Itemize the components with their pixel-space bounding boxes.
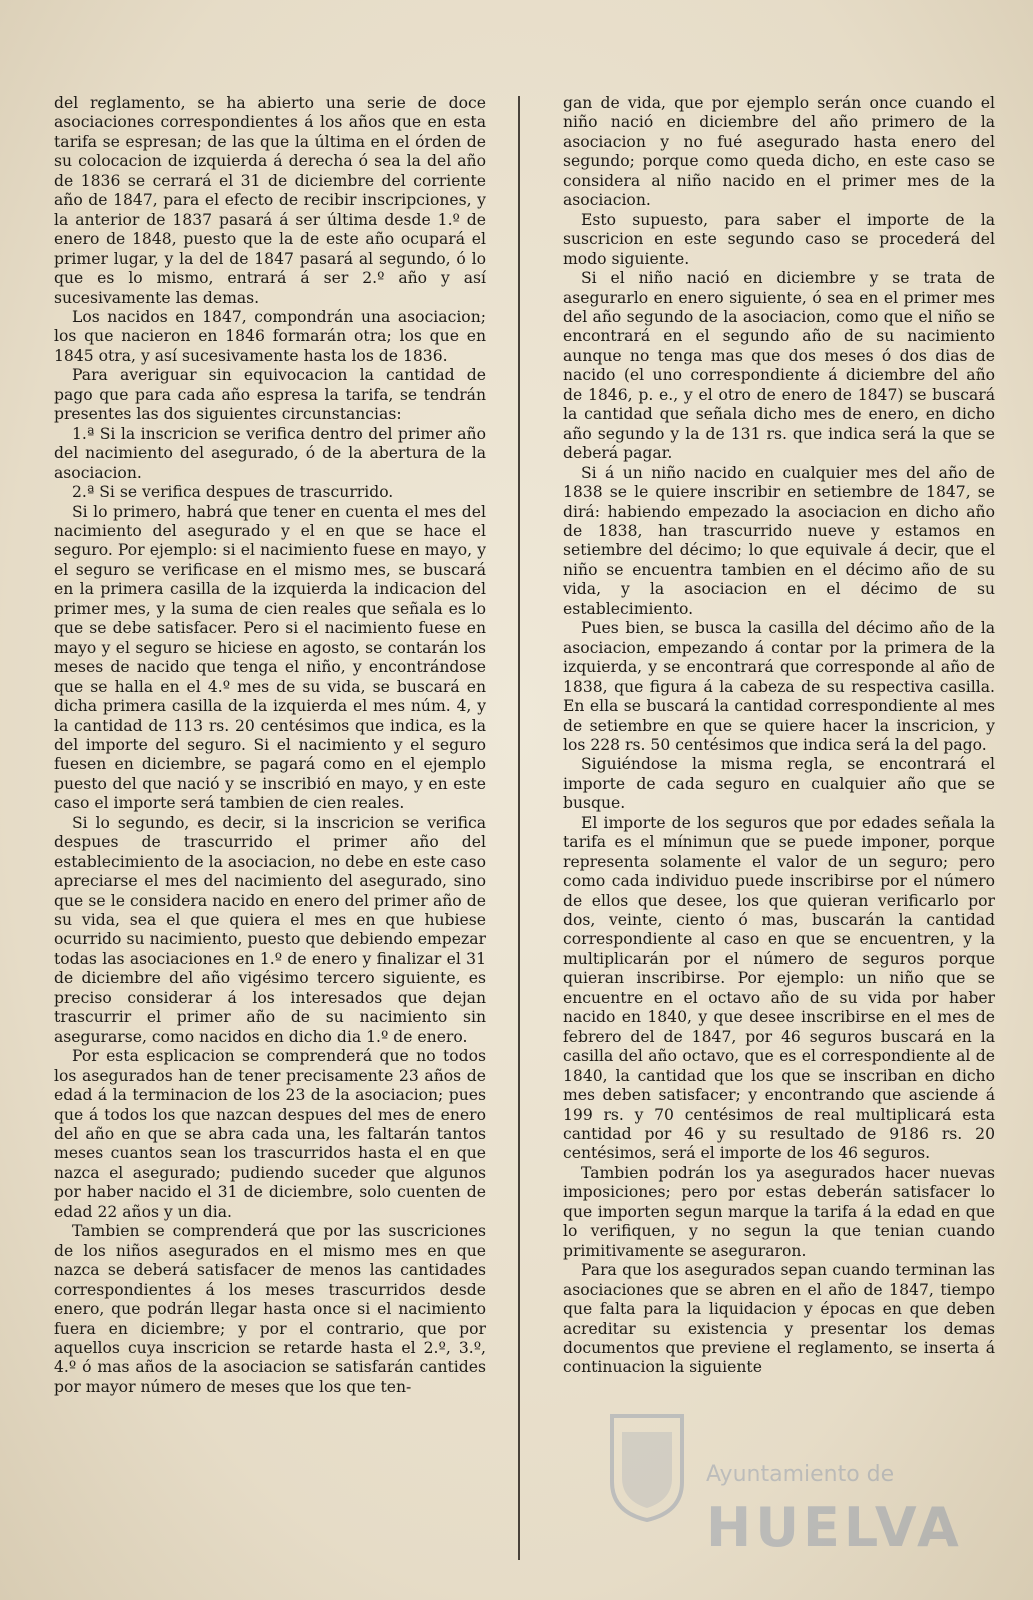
watermark-big-text: HUELVA: [706, 1496, 963, 1559]
paragraph: Pues bien, se busca la casilla del décimo año de la asociacion, empezando á contar por la primera de la izquierda, y se encontrará que corresponde al año de 1838, que figura á la cabeza de su respectiva casilla. En ella se buscará la cantidad correspondiente al mes de setiembre en que se quiere hacer la inscricion, y los 228 rs. 50 centésimos que indica será la del pago.: [563, 619, 995, 754]
column-divider: [518, 96, 520, 1560]
paragraph: Para que los asegurados sepan cuando terminan las asociaciones que se abren en el año de 1847, tiempo que falta para la liquidacion y épocas en que deben acreditar su existencia y presentar los demas documentos que previene el reglamento, se inserta á continuacion la siguiente: [563, 1261, 995, 1377]
paragraph: Por esta esplicacion se comprenderá que no todos los asegurados han de tener precisamente 23 años de edad á la terminacion de los 23 de la asociacion; pues que á todos los que nazcan despues del mes de enero del año en que se abra cada una, les faltarán tantos meses cuantos sean los trascurridos hasta el en que nazca el asegurado; pudiendo suceder que algunos por haber nacido el 31 de diciembre, solo cuenten de edad 22 años y un dia.: [54, 1047, 486, 1221]
left-column: [54, 94, 486, 1397]
paragraph: Tambien podrán los ya asegurados hacer nuevas imposiciones; pero por estas deberán satisfacer lo que importen segun marque la tarifa á la edad en que lo verifiquen, y no segun la que tenian cuando primitivamente se aseguraron.: [563, 1163, 995, 1260]
paragraph: Si el niño nació en diciembre y se trata de asegurarlo en enero siguiente, ó sea en el primer mes del año segundo de la asociacion, como que el niño se encontrará en el segundo año de su nacimiento aunque no tenga mas que dos meses ó dos dias de nacido (el uno correspondiente á diciembre del año de 1846, p. e., y el otro de enero de 1847) se buscará la cantidad que señala dicho mes de enero, en dicho año segundo y la de 131 rs. que indica será la que se deberá pagar.: [563, 269, 995, 463]
archive-watermark: [594, 1392, 963, 1564]
paragraph: Para averiguar sin equivocacion la cantidad de pago que para cada año espresa la tarifa, se tendrán presentes las dos siguientes circunstancias:: [54, 366, 486, 424]
paragraph: Esto supuesto, para saber el importe de la suscricion en este segundo caso se procederá del modo siguiente.: [563, 210, 995, 268]
paragraph: El importe de los seguros que por edades señala la tarifa es el mínimun que se puede imponer, porque representa solamente el valor de un seguro; pero como cada individuo puede inscribirse por el número de ellos que desee, los que quieran verificarlo por dos, veinte, ciento ó mas, buscarán la cantidad correspondiente al caso en que se encuentren, y la multiplicarán por el número de seguros porque quieran inscribirse. Por ejemplo: un niño que se encuentre en el octavo año de su vida por haber nacido en 1840, y que desee inscribirse en el mes de febrero del de 1847, por 46 seguros buscará en la casilla del año octavo, que es el correspondiente al de 1840, la cantidad que los que se inscriban en dicho mes deben satisfacer; y encontrando que asciende á 199 rs. y 70 centésimos de real multiplicará esta cantidad por 46 y su resultado de 9186 rs. 20 centésimos, será el importe de los 46 seguros.: [563, 813, 995, 1163]
right-column: [563, 94, 995, 1378]
paragraph: Si á un niño nacido en cualquier mes del año de 1838 se le quiere inscribir en setiembre de 1847, se dirá: habiendo empezado la asociacion en dicho año de 1838, han trascurrido nueve y estamos en setiembre del décimo; lo que equivale á decir, que el niño se encuentra tambien en el décimo año de su vida, y la asociacion en el décimo de su establecimiento.: [563, 463, 995, 618]
paragraph: Los nacidos en 1847, compondrán una asociacion; los que nacieron en 1846 formarán otra; los que en 1845 otra, y así sucesivamente hasta los de 1836.: [54, 307, 486, 365]
shield-icon: [608, 1412, 686, 1524]
watermark-small-text: Ayuntamiento de: [706, 1462, 895, 1487]
paragraph: Si lo primero, habrá que tener en cuenta el mes del nacimiento del asegurado y el en que se hace el seguro. Por ejemplo: si el nacimiento fuese en mayo, y el seguro se verificase en el mismo mes, se buscará en la primera casilla de la izquierda la indicacion del primer mes, y la suma de cien reales que señala es lo que se debe satisfacer. Pero si el nacimiento fuese en mayo y el seguro se hiciese en agosto, se contarán los meses de nacido que tenga el niño, y encontrándose que se halla en el 4.º mes de su vida, se buscará en dicha primera casilla de la izquierda el mes núm. 4, y la cantidad de 113 rs. 20 centésimos que indica, es la del importe del seguro. Si el nacimiento y el seguro fuesen en diciembre, se pagará como en el ejemplo puesto del que nació y se inscribió en mayo, y en este caso el importe será tambien de cien reales.: [54, 502, 486, 813]
paragraph: del reglamento, se ha abierto una serie de doce asociaciones correspondientes á los años que en esta tarifa se espresan; de las que la última en el órden de su colocacion de izquierda á derecha ó sea la del año de 1836 se cerrará el 31 de diciembre del corriente año de 1847, para el efecto de recibir inscripciones, y la anterior de 1837 pasará á ser última desde 1.º de enero de 1848, puesto que la de este año ocupará el primer lugar, y la del de 1847 pasará al segundo, ó lo que es lo mismo, entrará á ser 2.º año y así sucesivamente las demas.: [54, 94, 486, 307]
paragraph: 2.ª Si se verifica despues de trascurrido.: [72, 483, 394, 502]
paragraph: Si lo segundo, es decir, si la inscricion se verifica despues de trascurrido el primer año del establecimiento de la asociacion, no debe en este caso apreciarse el mes del nacimiento del asegurado, sino que se le considera nacido en enero del primer año de su vida, sea el que quiera el mes en que hubiese ocurrido su nacimiento, puesto que debiendo empezar todas las asociaciones en 1.º de enero y finalizar el 31 de diciembre del año vigésimo tercero siguiente, es preciso considerar á los interesados que dejan trascurrir el primer año de su nacimiento sin asegurarse, como nacidos en dicho dia 1.º de enero.: [54, 813, 486, 1046]
paragraph: Siguiéndose la misma regla, se encontrará el importe de cada seguro en cualquier año que se busque.: [563, 755, 995, 813]
paragraph: 1.ª Si la inscricion se verifica dentro del primer año del nacimiento del asegurado, ó de la abertura de la asociacion.: [54, 424, 486, 482]
paragraph: Tambien se comprenderá que por las suscriciones de los niños asegurados en el mismo mes en que nazca se deberá satisfacer de menos las cantidades correspondientes á los meses trascurridos desde enero, que podrán llegar hasta once si el nacimiento fuera en diciembre; y por el contrario, que por aquellos cuya inscricion se retarde hasta el 2.º, 3.º, 4.º ó mas años de la asociacion se satisfarán cantides por mayor número de meses que los que ten-: [54, 1222, 486, 1396]
paragraph: gan de vida, que por ejemplo serán once cuando el niño nació en diciembre del año primero de la asociacion y no fué asegurado hasta enero del segundo; porque como queda dicho, en este caso se considera al niño nacido en el primer mes de la asociacion.: [563, 94, 995, 210]
